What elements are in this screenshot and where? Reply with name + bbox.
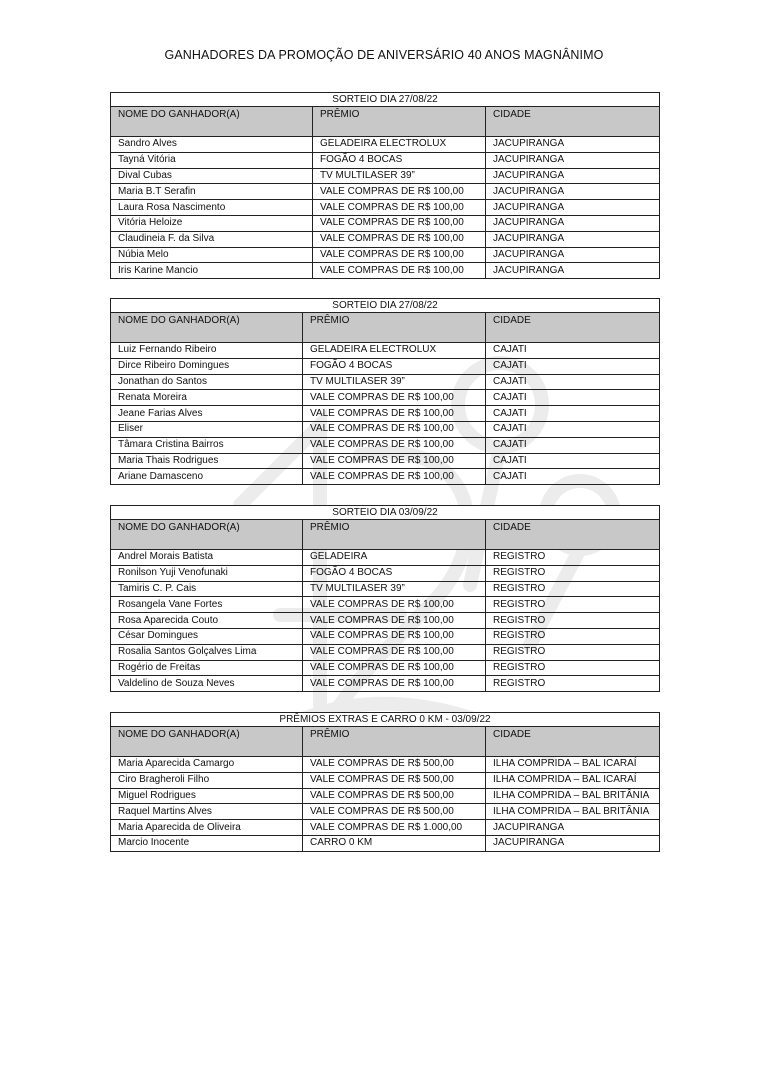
header-prize: PRÊMIO bbox=[303, 727, 486, 757]
prize-cell: VALE COMPRAS DE R$ 500,00 bbox=[303, 788, 486, 804]
winner-name-cell: Rosalia Santos Golçalves Lima bbox=[111, 644, 303, 660]
city-cell: REGISTRO bbox=[486, 581, 660, 597]
winners-table-4 bbox=[110, 712, 660, 852]
city-cell: REGISTRO bbox=[486, 660, 660, 676]
winner-name-cell: Núbia Melo bbox=[111, 247, 313, 263]
winner-name-cell: Rosangela Vane Fortes bbox=[111, 597, 303, 613]
prize-cell: VALE COMPRAS DE R$ 100,00 bbox=[313, 200, 486, 216]
winner-name-cell: Sandro Alves bbox=[111, 137, 313, 153]
table-row bbox=[111, 168, 660, 184]
city-cell: CAJATI bbox=[486, 374, 660, 390]
city-cell: JACUPIRANGA bbox=[486, 263, 660, 279]
city-cell: JACUPIRANGA bbox=[486, 215, 660, 231]
winner-name-cell: Laura Rosa Nascimento bbox=[111, 200, 313, 216]
prize-cell: TV MULTILASER 39” bbox=[303, 581, 486, 597]
city-cell: ILHA COMPRIDA – BAL ICARAÍ bbox=[486, 772, 660, 788]
table-row bbox=[111, 184, 660, 200]
table-caption: SORTEIO DIA 27/08/22 bbox=[111, 299, 660, 313]
winner-name-cell: Maria Aparecida Camargo bbox=[111, 757, 303, 773]
header-city: CIDADE bbox=[486, 107, 660, 137]
city-cell: CAJATI bbox=[486, 406, 660, 422]
prize-cell: TV MULTILASER 39” bbox=[313, 168, 486, 184]
winner-name-cell: Dirce Ribeiro Domingues bbox=[111, 358, 303, 374]
winner-name-cell: Ciro Bragheroli Filho bbox=[111, 772, 303, 788]
city-cell: CAJATI bbox=[486, 437, 660, 453]
winner-name-cell: Tayná Vitória bbox=[111, 152, 313, 168]
prize-cell: CARRO 0 KM bbox=[303, 835, 486, 851]
prize-cell: VALE COMPRAS DE R$ 100,00 bbox=[303, 453, 486, 469]
winner-name-cell: Andrel Morais Batista bbox=[111, 550, 303, 566]
prize-cell: VALE COMPRAS DE R$ 100,00 bbox=[303, 644, 486, 660]
table-row bbox=[111, 406, 660, 422]
winner-name-cell: Iris Karine Mancio bbox=[111, 263, 313, 279]
winner-name-cell: Raquel Martins Alves bbox=[111, 804, 303, 820]
city-cell: JACUPIRANGA bbox=[486, 231, 660, 247]
table-row bbox=[111, 550, 660, 566]
table-body bbox=[111, 137, 660, 279]
prize-cell: GELADEIRA bbox=[303, 550, 486, 566]
table-row bbox=[111, 788, 660, 804]
table-row bbox=[111, 358, 660, 374]
winner-name-cell: Vitória Heloize bbox=[111, 215, 313, 231]
table-row bbox=[111, 421, 660, 437]
table-row bbox=[111, 581, 660, 597]
winner-name-cell: Renata Moreira bbox=[111, 390, 303, 406]
table-row bbox=[111, 152, 660, 168]
winners-table-1 bbox=[110, 92, 660, 279]
city-cell: REGISTRO bbox=[486, 644, 660, 660]
winner-name-cell: Tamiris C. P. Cais bbox=[111, 581, 303, 597]
winner-name-cell: Eliser bbox=[111, 421, 303, 437]
winner-name-cell: Valdelino de Souza Neves bbox=[111, 676, 303, 692]
city-cell: ILHA COMPRIDA – BAL ICARAÍ bbox=[486, 757, 660, 773]
prize-cell: FOGÃO 4 BOCAS bbox=[313, 152, 486, 168]
winner-name-cell: Maria Aparecida de Oliveira bbox=[111, 820, 303, 836]
table-row bbox=[111, 820, 660, 836]
city-cell: CAJATI bbox=[486, 453, 660, 469]
header-prize: PRÊMIO bbox=[303, 520, 486, 550]
table-row bbox=[111, 247, 660, 263]
table-row bbox=[111, 390, 660, 406]
city-cell: CAJATI bbox=[486, 343, 660, 359]
prize-cell: VALE COMPRAS DE R$ 100,00 bbox=[303, 390, 486, 406]
table-row bbox=[111, 263, 660, 279]
prize-cell: VALE COMPRAS DE R$ 100,00 bbox=[313, 184, 486, 200]
prize-cell: VALE COMPRAS DE R$ 100,00 bbox=[313, 263, 486, 279]
winner-name-cell: Luiz Fernando Ribeiro bbox=[111, 343, 303, 359]
city-cell: JACUPIRANGA bbox=[486, 820, 660, 836]
header-name: NOME DO GANHADOR(A) bbox=[111, 107, 313, 137]
prize-cell: GELADEIRA ELECTROLUX bbox=[313, 137, 486, 153]
winner-name-cell: Rosa Aparecida Couto bbox=[111, 613, 303, 629]
winner-name-cell: Tâmara Cristina Bairros bbox=[111, 437, 303, 453]
table-row bbox=[111, 676, 660, 692]
prize-cell: TV MULTILASER 39” bbox=[303, 374, 486, 390]
prize-cell: VALE COMPRAS DE R$ 100,00 bbox=[303, 421, 486, 437]
winner-name-cell: Dival Cubas bbox=[111, 168, 313, 184]
prize-cell: VALE COMPRAS DE R$ 100,00 bbox=[303, 437, 486, 453]
prize-cell: VALE COMPRAS DE R$ 100,00 bbox=[303, 406, 486, 422]
prize-cell: VALE COMPRAS DE R$ 100,00 bbox=[313, 215, 486, 231]
winner-name-cell: Claudineia F. da Silva bbox=[111, 231, 313, 247]
prize-cell: VALE COMPRAS DE R$ 100,00 bbox=[303, 469, 486, 485]
prize-cell: VALE COMPRAS DE R$ 500,00 bbox=[303, 804, 486, 820]
table-row bbox=[111, 374, 660, 390]
table-row bbox=[111, 660, 660, 676]
table-body bbox=[111, 343, 660, 485]
prize-cell: FOGÃO 4 BOCAS bbox=[303, 358, 486, 374]
winner-name-cell: César Domingues bbox=[111, 628, 303, 644]
winner-name-cell: Ronilson Yuji Venofunaki bbox=[111, 565, 303, 581]
city-cell: CAJATI bbox=[486, 469, 660, 485]
header-city: CIDADE bbox=[486, 313, 660, 343]
winner-name-cell: Marcio Inocente bbox=[111, 835, 303, 851]
city-cell: REGISTRO bbox=[486, 613, 660, 629]
table-row bbox=[111, 565, 660, 581]
prize-cell: VALE COMPRAS DE R$ 100,00 bbox=[303, 676, 486, 692]
table-caption: SORTEIO DIA 27/08/22 bbox=[111, 93, 660, 107]
city-cell: JACUPIRANGA bbox=[486, 168, 660, 184]
prize-cell: VALE COMPRAS DE R$ 100,00 bbox=[303, 597, 486, 613]
header-name: NOME DO GANHADOR(A) bbox=[111, 313, 303, 343]
winners-table-3 bbox=[110, 505, 660, 692]
table-row bbox=[111, 613, 660, 629]
city-cell: REGISTRO bbox=[486, 597, 660, 613]
header-city: CIDADE bbox=[486, 727, 660, 757]
winner-name-cell: Rogério de Freitas bbox=[111, 660, 303, 676]
table-row bbox=[111, 469, 660, 485]
city-cell: CAJATI bbox=[486, 390, 660, 406]
winners-table-2 bbox=[110, 298, 660, 485]
city-cell: JACUPIRANGA bbox=[486, 200, 660, 216]
table-row bbox=[111, 137, 660, 153]
table-body bbox=[111, 550, 660, 692]
prize-cell: FOGÃO 4 BOCAS bbox=[303, 565, 486, 581]
winner-name-cell: Jeane Farias Alves bbox=[111, 406, 303, 422]
table-row bbox=[111, 200, 660, 216]
city-cell: REGISTRO bbox=[486, 550, 660, 566]
prize-cell: VALE COMPRAS DE R$ 100,00 bbox=[303, 613, 486, 629]
winner-name-cell: Ariane Damasceno bbox=[111, 469, 303, 485]
header-prize: PRÊMIO bbox=[303, 313, 486, 343]
prize-cell: VALE COMPRAS DE R$ 500,00 bbox=[303, 772, 486, 788]
city-cell: JACUPIRANGA bbox=[486, 835, 660, 851]
city-cell: ILHA COMPRIDA – BAL BRITÂNIA bbox=[486, 788, 660, 804]
table-row bbox=[111, 437, 660, 453]
header-name: NOME DO GANHADOR(A) bbox=[111, 727, 303, 757]
city-cell: JACUPIRANGA bbox=[486, 152, 660, 168]
table-row bbox=[111, 231, 660, 247]
winner-name-cell: Jonathan do Santos bbox=[111, 374, 303, 390]
winner-name-cell: Maria Thais Rodrigues bbox=[111, 453, 303, 469]
city-cell: JACUPIRANGA bbox=[486, 247, 660, 263]
table-row bbox=[111, 835, 660, 851]
document-title: GANHADORES DA PROMOÇÃO DE ANIVERSÁRIO 40 ANOS MAGNÂNIMO bbox=[164, 48, 604, 62]
prize-cell: GELADEIRA ELECTROLUX bbox=[303, 343, 486, 359]
table-row bbox=[111, 804, 660, 820]
city-cell: JACUPIRANGA bbox=[486, 137, 660, 153]
table-row bbox=[111, 772, 660, 788]
header-city: CIDADE bbox=[486, 520, 660, 550]
city-cell: REGISTRO bbox=[486, 628, 660, 644]
prize-cell: VALE COMPRAS DE R$ 100,00 bbox=[303, 660, 486, 676]
city-cell: REGISTRO bbox=[486, 565, 660, 581]
table-body bbox=[111, 757, 660, 852]
prize-cell: VALE COMPRAS DE R$ 100,00 bbox=[303, 628, 486, 644]
header-name: NOME DO GANHADOR(A) bbox=[111, 520, 303, 550]
city-cell: CAJATI bbox=[486, 421, 660, 437]
prize-cell: VALE COMPRAS DE R$ 100,00 bbox=[313, 247, 486, 263]
city-cell: JACUPIRANGA bbox=[486, 184, 660, 200]
table-caption: PRÊMIOS EXTRAS E CARRO 0 KM - 03/09/22 bbox=[111, 713, 660, 727]
table-row bbox=[111, 597, 660, 613]
winner-name-cell: Miguel Rodrigues bbox=[111, 788, 303, 804]
table-caption: SORTEIO DIA 03/09/22 bbox=[111, 506, 660, 520]
city-cell: ILHA COMPRIDA – BAL BRITÂNIA bbox=[486, 804, 660, 820]
table-row bbox=[111, 628, 660, 644]
winner-name-cell: Maria B.T Serafin bbox=[111, 184, 313, 200]
table-row bbox=[111, 343, 660, 359]
prize-cell: VALE COMPRAS DE R$ 1.000,00 bbox=[303, 820, 486, 836]
city-cell: REGISTRO bbox=[486, 676, 660, 692]
table-row bbox=[111, 644, 660, 660]
table-row bbox=[111, 757, 660, 773]
prize-cell: VALE COMPRAS DE R$ 100,00 bbox=[313, 231, 486, 247]
table-row bbox=[111, 453, 660, 469]
city-cell: CAJATI bbox=[486, 358, 660, 374]
header-prize: PRÊMIO bbox=[313, 107, 486, 137]
table-row bbox=[111, 215, 660, 231]
prize-cell: VALE COMPRAS DE R$ 500,00 bbox=[303, 757, 486, 773]
